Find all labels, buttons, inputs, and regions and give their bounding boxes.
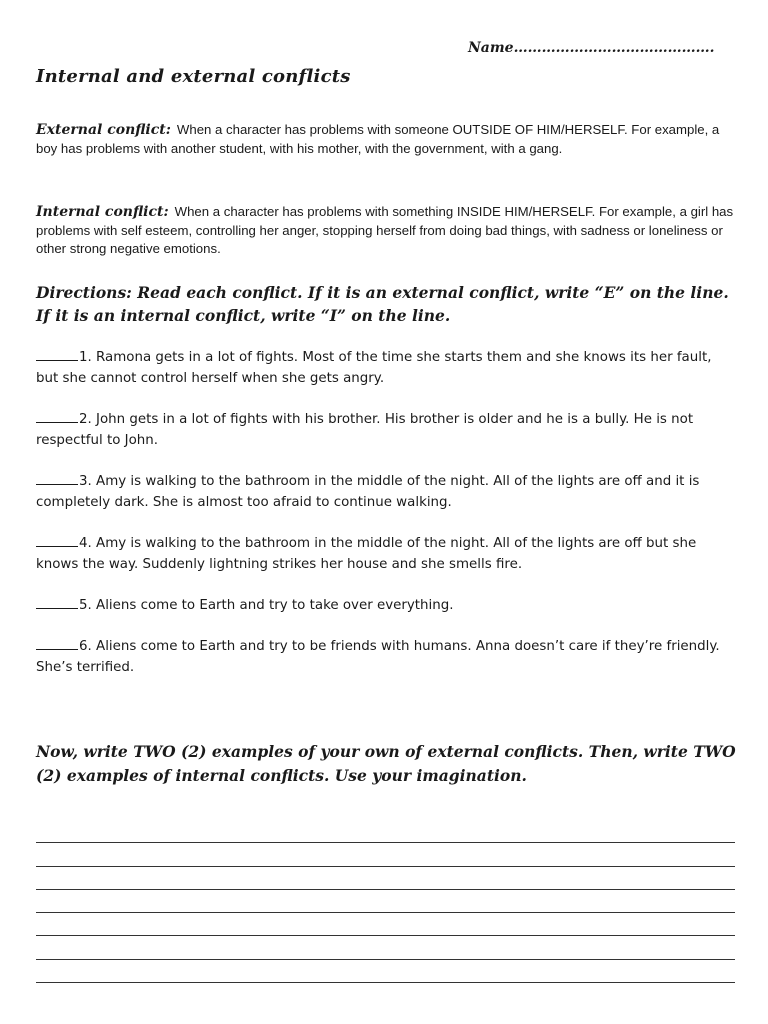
page-title: Internal and external conflicts bbox=[36, 66, 351, 87]
conflict-text-1: 1. Ramona gets in a lot of fights. Most of the time she starts them and she knows its her fault, but she cannot control herself when she gets angry. bbox=[36, 350, 712, 386]
writing-prompt: Now, write TWO (2) examples of your own of external conflicts. Then, write TWO (2) examples of internal conflicts. Use your imagination. bbox=[36, 742, 736, 785]
answer-lines bbox=[36, 820, 735, 983]
writing-line[interactable] bbox=[36, 843, 735, 866]
conflict-item-4 bbox=[36, 533, 736, 575]
answer-blank-5[interactable] bbox=[36, 596, 78, 609]
writing-line[interactable] bbox=[36, 820, 735, 843]
conflict-item-1 bbox=[36, 347, 736, 389]
conflict-text-3: 3. Amy is walking to the bathroom in the middle of the night. All of the lights are off and it is completely dark. She is almost too afraid to continue walking. bbox=[36, 474, 700, 510]
conflict-item-2 bbox=[36, 409, 736, 451]
conflict-item-3 bbox=[36, 471, 736, 513]
conflict-text-5: 5. Aliens come to Earth and try to take over everything. bbox=[79, 598, 454, 613]
answer-blank-3[interactable] bbox=[36, 472, 78, 485]
internal-conflict-text: When a character has problems with something INSIDE HIM/HERSELF. For example, a girl has problems with self esteem, controlling her anger, stopping herself from doing bad things, with sadness or loneliness or other strong negative emotions. bbox=[36, 204, 734, 256]
conflict-list bbox=[36, 347, 736, 698]
writing-line[interactable] bbox=[36, 890, 735, 913]
writing-line[interactable] bbox=[36, 960, 735, 983]
internal-conflict-definition bbox=[36, 203, 736, 259]
external-conflict-definition bbox=[36, 121, 736, 158]
external-conflict-term: External conflict: bbox=[36, 122, 171, 138]
writing-line[interactable] bbox=[36, 936, 735, 959]
external-conflict-text: When a character has problems with someone OUTSIDE OF HIM/HERSELF. For example, a boy has problems with another student, with his mother, with the government, with a gang. bbox=[36, 122, 720, 156]
conflict-text-2: 2. John gets in a lot of fights with his brother. His brother is older and he is a bully. He is not respectful to John. bbox=[36, 412, 694, 448]
writing-line[interactable] bbox=[36, 913, 735, 936]
conflict-item-5 bbox=[36, 595, 736, 616]
name-field-label: Name……………………………………. bbox=[468, 40, 715, 56]
answer-blank-6[interactable] bbox=[36, 637, 78, 650]
conflict-text-6: 6. Aliens come to Earth and try to be friends with humans. Anna doesn’t care if they’re friendly. She’s terrified. bbox=[36, 639, 720, 675]
answer-blank-1[interactable] bbox=[36, 348, 78, 361]
conflict-text-4: 4. Amy is walking to the bathroom in the middle of the night. All of the lights are off but she knows the way. Suddenly lightning strikes her house and she smells fire. bbox=[36, 536, 697, 572]
answer-blank-2[interactable] bbox=[36, 410, 78, 423]
conflict-item-6 bbox=[36, 636, 736, 678]
answer-blank-4[interactable] bbox=[36, 534, 78, 547]
internal-conflict-term: Internal conflict: bbox=[36, 204, 169, 220]
directions: Directions: Read each conflict. If it is an external conflict, write “E” on the line. If it is an internal conflict, write “I” on the line. bbox=[36, 283, 729, 325]
writing-line[interactable] bbox=[36, 867, 735, 890]
